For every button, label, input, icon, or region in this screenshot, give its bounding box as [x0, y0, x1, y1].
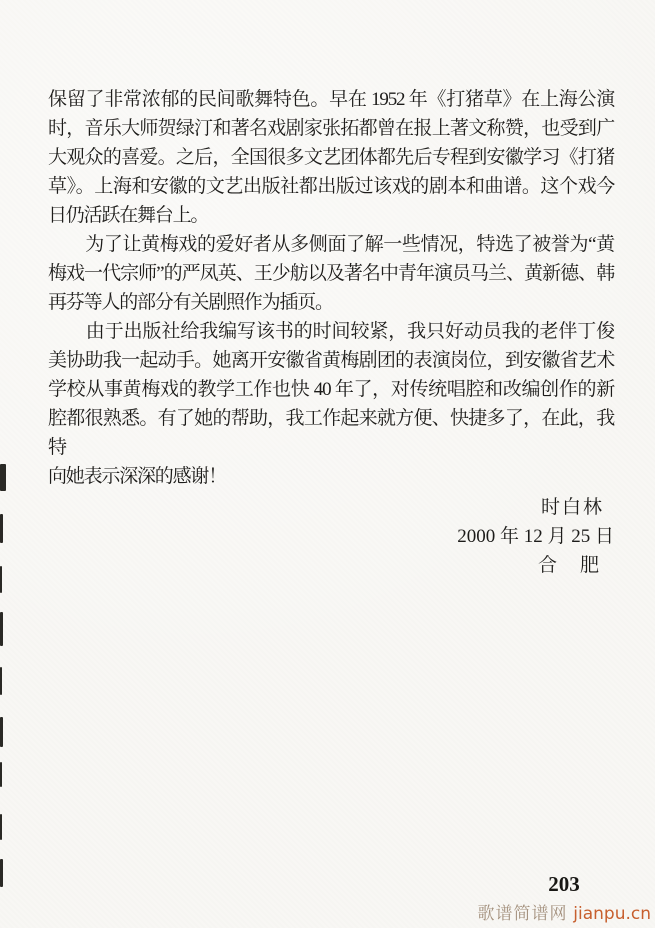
paragraph [48, 85, 614, 230]
binding-mark [0, 464, 6, 491]
text-line: 草》。上海和安徽的文艺出版社都出版过该戏的剧本和曲谱。这个戏今 [48, 176, 614, 197]
text-line: 时，音乐大师贺绿汀和著名戏剧家张拓都曾在报上著文称赞，也受到广 [48, 118, 614, 139]
watermark-site-name: 歌谱简谱网 [477, 904, 568, 923]
text-line: 美协助我一起动手。她离开安徽省黄梅剧团的表演岗位，到安徽省艺术 [48, 350, 614, 371]
binding-mark [0, 859, 3, 887]
page-number: 203 [548, 872, 580, 896]
body-text [48, 85, 614, 491]
text-line: 梅戏一代宗师”的严凤英、王少舫以及著名中青年演员马兰、黄新德、韩 [48, 263, 614, 284]
paragraph [48, 317, 614, 491]
text-line: 学校从事黄梅戏的教学工作也快 40 年了，对传统唱腔和改编创作的新 [48, 379, 614, 400]
watermark [478, 899, 651, 924]
binding-mark [0, 514, 3, 543]
signature-place: 合 肥 [537, 555, 601, 576]
text-line: 大观众的喜爱。之后，全国很多文艺团体都先后专程到安徽学习《打猪 [48, 147, 614, 168]
signature-date: 2000 年 12 月 25 日 [457, 526, 614, 547]
text-line: 向她表示深深的感谢！ [48, 466, 227, 487]
text-line: 保留了非常浓郁的民间歌舞特色。早在 1952 年《打猪草》在上海公演 [48, 89, 614, 110]
binding-mark [0, 612, 3, 646]
binding-mark [0, 667, 2, 695]
binding-mark [0, 814, 2, 840]
text-line: 日仍活跃在舞台上。 [48, 205, 209, 226]
text-line: 再芬等人的部分有关剧照作为插页。 [48, 292, 333, 313]
signature-name: 时白林 [540, 497, 604, 518]
watermark-site-url: jianpu.cn [573, 904, 651, 924]
text-line: 为了让黄梅戏的爱好者从多侧面了解一些情况，特选了被誉为“黄 [48, 234, 614, 255]
binding-mark [0, 762, 2, 787]
text-line: 由于出版社给我编写该书的时间较紧，我只好动员我的老伴丁俊 [48, 321, 614, 342]
text-line: 腔都很熟悉。有了她的帮助，我工作起来就方便、快捷多了，在此，我特 [48, 408, 614, 458]
paragraph [48, 230, 614, 317]
signature-block [48, 493, 614, 580]
binding-mark [0, 717, 3, 747]
binding-mark [0, 566, 2, 593]
